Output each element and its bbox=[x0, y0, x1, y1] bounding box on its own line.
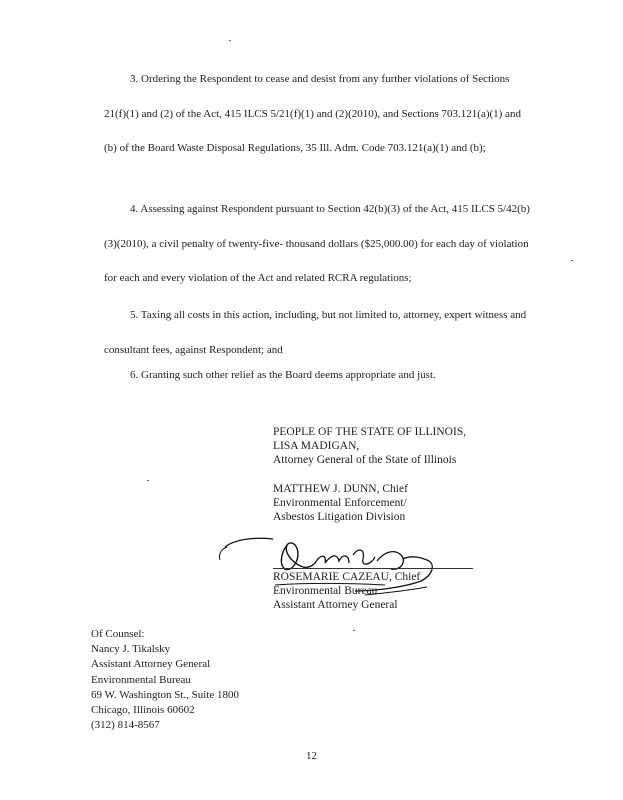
counsel-phone: (312) 814-8567 bbox=[91, 719, 160, 732]
counsel-city: Chicago, Illinois 60602 bbox=[91, 704, 195, 717]
signer-name: ROSEMARIE CAZEAU, Chief bbox=[273, 571, 421, 583]
counsel-heading: Of Counsel: bbox=[91, 628, 145, 640]
chief-block bbox=[273, 482, 408, 524]
paragraph-5: 5. Taxing all costs in this action, including, but not limited to, attorney, expert witness and consultant fees, against Respondent; and bbox=[104, 309, 527, 356]
counsel-name: Nancy J. Tikalsky bbox=[91, 643, 171, 656]
page-number: 12 bbox=[306, 750, 317, 762]
chief-name: MATTHEW J. DUNN, Chief bbox=[273, 483, 408, 495]
ag-name: LISA MADIGAN, bbox=[273, 440, 360, 452]
signature-line bbox=[273, 568, 473, 569]
signer-title: Assistant Attorney General bbox=[273, 599, 398, 611]
paragraph-3: 3. Ordering the Respondent to cease and desist from any further violations of Sections 21(f)(1) and (2) of the Act, 415 ILCS 5/21(f)(1) and (2)(2010), and Sections 703.121(a)(1) and (b) of the Board Waste Disposal Regulations, 35 Ill. Adm. Code 703.121(a)(1) and (b); bbox=[104, 73, 521, 154]
counsel-address: 69 W. Washington St., Suite 1800 bbox=[91, 688, 240, 701]
people-line: PEOPLE OF THE STATE OF ILLINOIS, bbox=[273, 426, 467, 438]
ag-title: Attorney General of the State of Illinois bbox=[273, 454, 457, 466]
scan-speck bbox=[229, 40, 231, 41]
of-counsel-block bbox=[91, 627, 239, 733]
scan-speck bbox=[571, 260, 573, 261]
signer-bureau: Environmental Bureau bbox=[273, 585, 378, 597]
scan-speck bbox=[353, 630, 355, 631]
signer-block bbox=[273, 570, 420, 612]
division-line-2: Asbestos Litigation Division bbox=[273, 511, 406, 523]
scan-speck bbox=[147, 480, 149, 481]
counsel-title: Assistant Attorney General bbox=[91, 658, 211, 671]
counsel-bureau: Environmental Bureau bbox=[91, 673, 191, 686]
ag-signature-block bbox=[273, 425, 466, 467]
paragraph-6: 6. Granting such other relief as the Board deems appropriate and just. bbox=[130, 369, 436, 381]
division-line-1: Environmental Enforcement/ bbox=[273, 497, 407, 509]
paragraph-4: 4. Assessing against Respondent pursuant to Section 42(b)(3) of the Act, 415 ILCS 5/42(b)(3)(2010), a civil penalty of twenty-five- thousand dollars ($25,000.00) for each day of violation for each and every violation of the Act and related RCRA regulations; bbox=[104, 203, 530, 284]
